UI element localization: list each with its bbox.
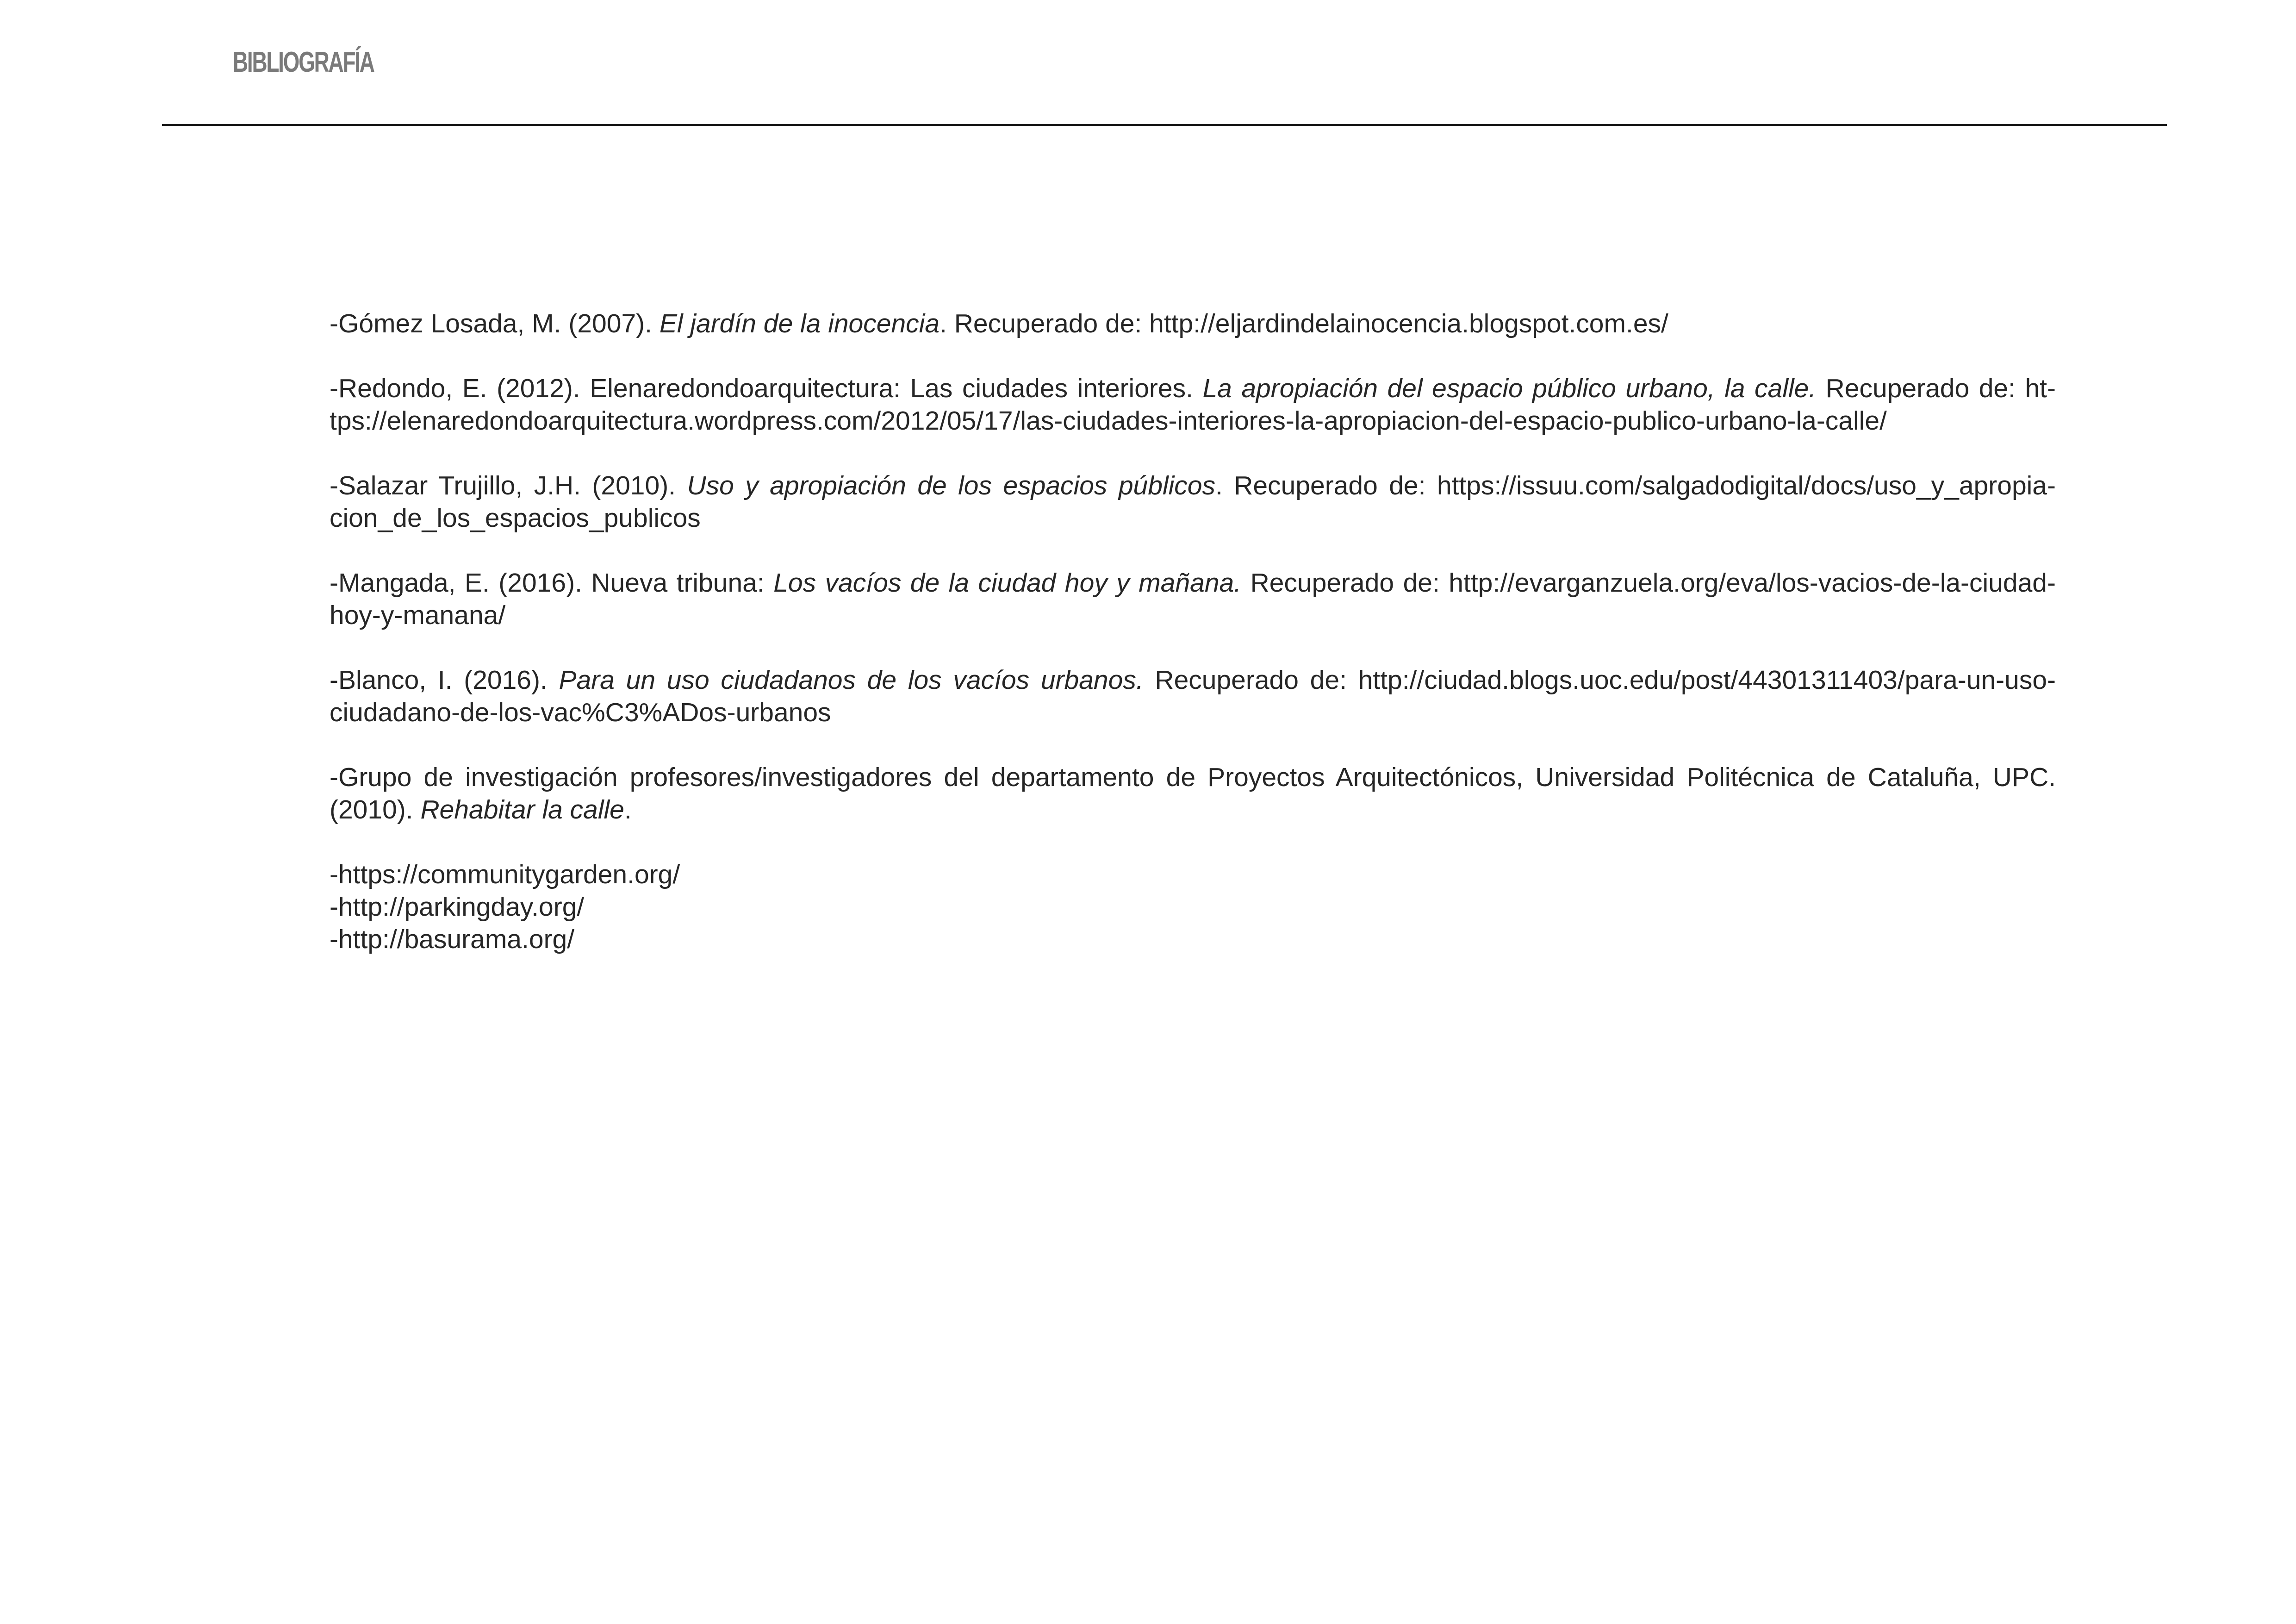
reference-author: -Blanco, I. (2016). xyxy=(330,665,559,695)
header-divider xyxy=(162,124,2167,126)
reference-entry-5 xyxy=(330,664,2056,729)
page-title: BIBLIOGRAFÍA xyxy=(233,46,374,78)
reference-entry-4 xyxy=(330,567,2056,631)
reference-title: Uso y apropiación de los espacios públicos xyxy=(687,471,1215,500)
reference-title: La apropiación del espacio público urbano, la calle. xyxy=(1202,374,1817,403)
reference-author: -Redondo, E. (2012). Elenaredondoarquitectura: Las ciudades interiores. xyxy=(330,374,1203,403)
web-link: -http://parkingday.org/ xyxy=(330,892,585,922)
reference-source: . Recuperado de: http://eljardindelainocencia.blogspot.com.es/ xyxy=(940,309,1668,338)
reference-entry-6 xyxy=(330,761,2056,826)
web-link: -https://communitygarden.org/ xyxy=(330,860,680,889)
reference-title: El jardín de la inocencia xyxy=(659,309,940,338)
reference-source: Recuperado de: http://evarganzuela.org/eva/los-vacios-de-la-ciudad-hoy-y-manana/ xyxy=(330,568,2056,630)
reference-author: -Salazar Trujillo, J.H. (2010). xyxy=(330,471,687,500)
reference-source: . xyxy=(624,795,632,824)
reference-entry-3 xyxy=(330,469,2056,534)
reference-entry-1 xyxy=(330,307,2056,340)
reference-source: Recuperado de: http://ciudad.blogs.uoc.edu/post/44301311403/para-un-uso-ciudadano-de-los-vac%C3%ADos-urbanos xyxy=(330,665,2056,727)
bibliography-list xyxy=(330,307,2056,956)
web-links-list xyxy=(330,858,2056,956)
reference-source: Recuperado de: https://elenaredondoarquitectura.wordpress.com/2012/05/17/las-ciudades-interiores-la-apropiacion-del-espacio-publico-urbano-la-calle/ xyxy=(330,374,2056,436)
reference-author: -Gómez Losada, M. (2007). xyxy=(330,309,660,338)
reference-title: Los vacíos de la ciudad hoy y mañana. xyxy=(773,568,1242,598)
reference-source: . Recuperado de: https://issuu.com/salgadodigital/docs/uso_y_apropiacion_de_los_espacios_publicos xyxy=(330,471,2056,533)
web-link: -http://basurama.org/ xyxy=(330,924,575,954)
reference-title: Rehabitar la calle xyxy=(420,795,624,824)
reference-author: -Mangada, E. (2016). Nueva tribuna: xyxy=(330,568,774,598)
reference-title: Para un uso ciudadanos de los vacíos urbanos. xyxy=(559,665,1144,695)
reference-entry-2 xyxy=(330,372,2056,437)
reference-author: -Grupo de investigación profesores/investigadores del departamento de Proyectos Arquitectónicos, Universidad Politécnica de Cataluña, UPC. (2010). xyxy=(330,762,2056,824)
